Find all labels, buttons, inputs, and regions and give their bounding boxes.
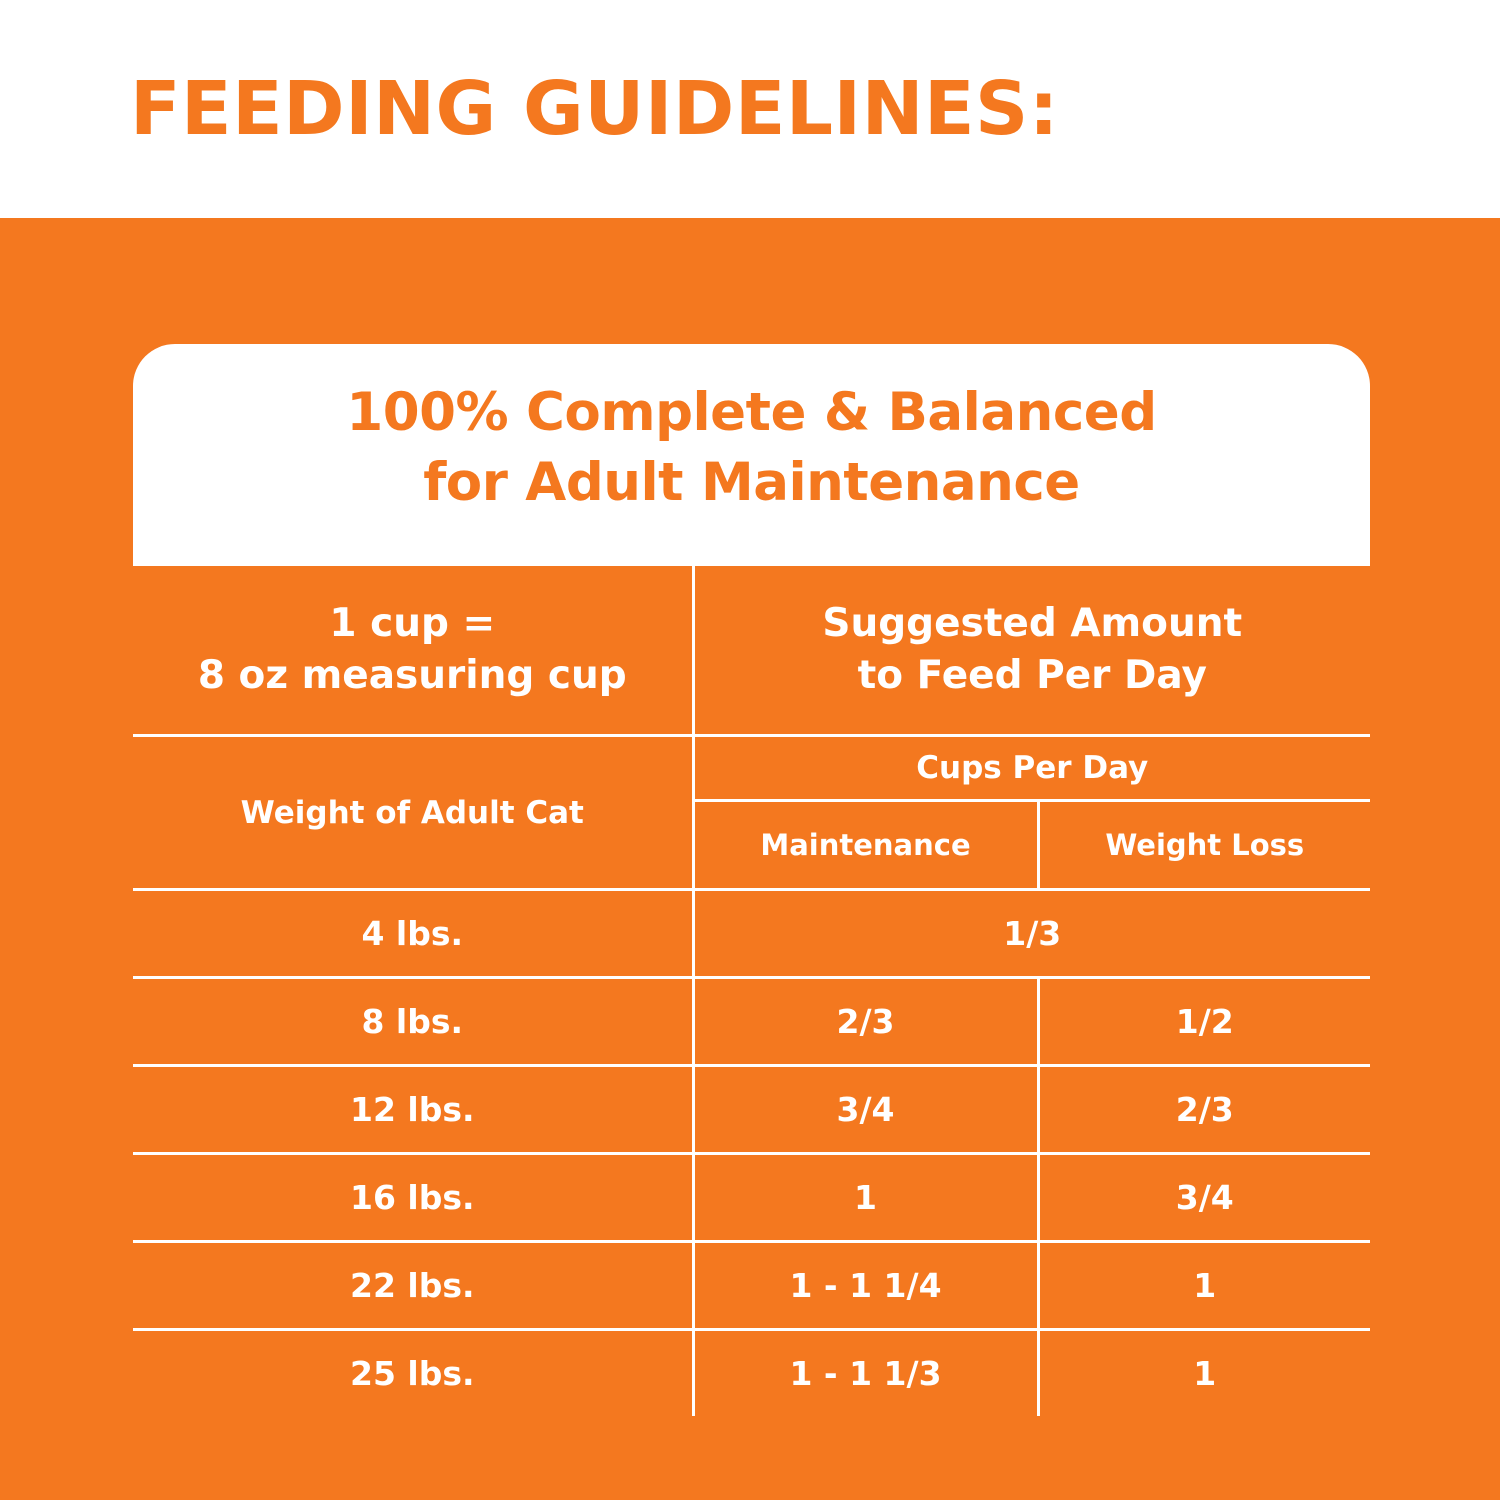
suggested-line-2: to Feed Per Day — [857, 653, 1207, 698]
cup-note-line-2: 8 oz measuring cup — [197, 653, 627, 698]
table-row — [133, 978, 1370, 1066]
orange-background — [0, 218, 1500, 1500]
row-maintenance-value: 1 — [693, 1154, 1038, 1242]
header-band — [0, 0, 1500, 218]
panel-heading — [133, 344, 1370, 519]
row-weight-loss-value: 1 — [1038, 1242, 1370, 1330]
cup-note-line-1: 1 cup = — [329, 601, 496, 647]
row-weight-value: 25 lbs. — [133, 1330, 693, 1417]
row-weight-value: 16 lbs. — [133, 1154, 693, 1242]
feeding-panel — [133, 344, 1370, 1393]
table-row — [133, 1242, 1370, 1330]
maintenance-subheader: Maintenance — [693, 801, 1038, 890]
row-merged-value: 1/3 — [693, 890, 1370, 978]
row-maintenance-value: 2/3 — [693, 978, 1038, 1066]
table-row — [133, 1154, 1370, 1242]
table-row — [133, 1066, 1370, 1154]
row-weight-loss-value: 3/4 — [1038, 1154, 1370, 1242]
row-maintenance-value: 1 - 1 1/3 — [693, 1330, 1038, 1417]
row-weight-value: 12 lbs. — [133, 1066, 693, 1154]
page-title: FEEDING GUIDELINES: — [130, 66, 1059, 152]
panel-heading-line-2: for Adult Maintenance — [423, 452, 1080, 514]
cups-per-day-header: Cups Per Day — [693, 736, 1370, 801]
row-weight-loss-value: 1/2 — [1038, 978, 1370, 1066]
table-row-top-headers — [133, 566, 1370, 736]
table-row — [133, 890, 1370, 978]
row-maintenance-value: 1 - 1 1/4 — [693, 1242, 1038, 1330]
row-weight-value: 4 lbs. — [133, 890, 693, 978]
row-weight-loss-value: 2/3 — [1038, 1066, 1370, 1154]
row-weight-loss-value: 1 — [1038, 1330, 1370, 1417]
row-weight-value: 8 lbs. — [133, 978, 693, 1066]
panel-heading-line-1: 100% Complete & Balanced — [346, 382, 1157, 443]
feeding-table — [133, 566, 1370, 1416]
weight-loss-subheader: Weight Loss — [1038, 801, 1370, 890]
suggested-amount-cell — [693, 566, 1370, 736]
table-row-subheader-1 — [133, 736, 1370, 801]
suggested-line-1: Suggested Amount — [822, 601, 1243, 647]
row-weight-value: 22 lbs. — [133, 1242, 693, 1330]
row-maintenance-value: 3/4 — [693, 1066, 1038, 1154]
cup-note-cell — [133, 566, 693, 736]
weight-of-adult-cat-header: Weight of Adult Cat — [133, 736, 693, 890]
feeding-table-wrapper — [133, 566, 1370, 1393]
table-row — [133, 1330, 1370, 1417]
